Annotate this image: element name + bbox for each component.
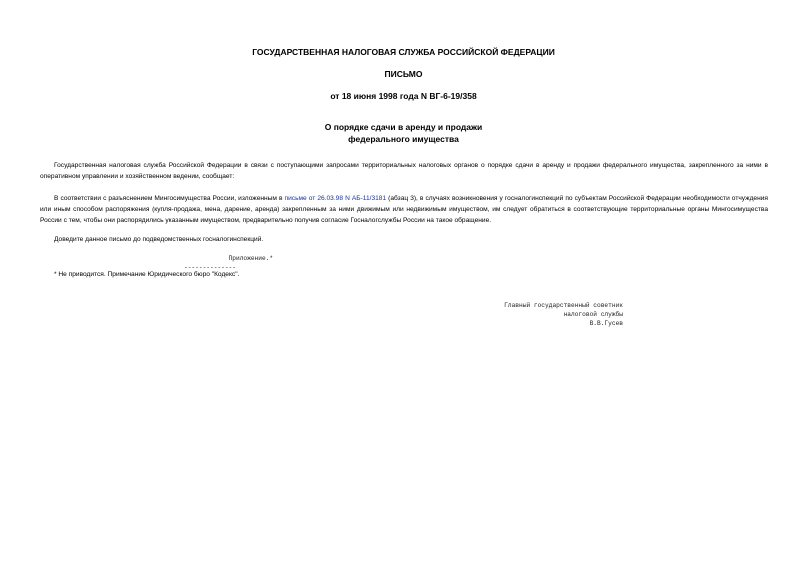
signature-block xyxy=(504,301,623,328)
signature-position: Главный государственный советник xyxy=(504,302,623,309)
footnote: * Не приводится. Примечание Юридического бюро "Кодекс". xyxy=(54,271,240,278)
paragraph-3: Доведите данное письмо до подведомственных госналогинспекций. xyxy=(54,236,264,243)
signature-name: В.В.Гусев xyxy=(589,320,623,327)
agency-title: ГОСУДАРСТВЕННАЯ НАЛОГОВАЯ СЛУЖБА РОССИЙСКОЙ ФЕДЕРАЦИИ xyxy=(252,47,555,57)
letter-reference-link[interactable]: письме от 26.03.98 N АБ-11/3181 xyxy=(284,195,387,202)
paragraph-2-end: (абзац 3), в случаях возникновения у госналогинспекций по субъектам Российской Федерации необходимости отчуждения или иным способом распоряжения (купля-продажа, мена, дарение, аренда) закрепленным за ними движимым или недвижимым имуществом, им следует обратиться в соответствующие территориальные органы Мингосимущества России с тем, чтобы они распорядились указанным имуществом, предварительно получив согласие Госналогслужбы России на такое обращение. xyxy=(40,195,768,224)
subject-line-2: федерального имущества xyxy=(348,134,459,144)
appendix-note xyxy=(184,254,273,272)
signature-service: налоговой службы xyxy=(563,311,623,318)
document-date-number: от 18 июня 1998 года N ВГ-6-19/358 xyxy=(330,91,477,101)
subject-line-1: О порядке сдачи в аренду и продажи xyxy=(324,122,483,132)
document-subject xyxy=(0,121,807,145)
paragraph-2 xyxy=(40,193,768,226)
appendix-underline: -------------- xyxy=(184,264,236,271)
paragraph-2-start: В соответствии с разъяснением Мингосимущества России, изложенным в xyxy=(54,195,285,202)
document-type: ПИСЬМО xyxy=(384,69,423,79)
appendix-label: Приложение.* xyxy=(184,255,274,262)
paragraph-1: Государственная налоговая служба Российской Федерации в связи с поступающими запросами территориальных налоговых органов о порядке сдачи в аренду и продажи федерального имущества, закрепленного за ними в оперативном управлении и хозяйственном ведении, сообщает: xyxy=(40,162,768,180)
